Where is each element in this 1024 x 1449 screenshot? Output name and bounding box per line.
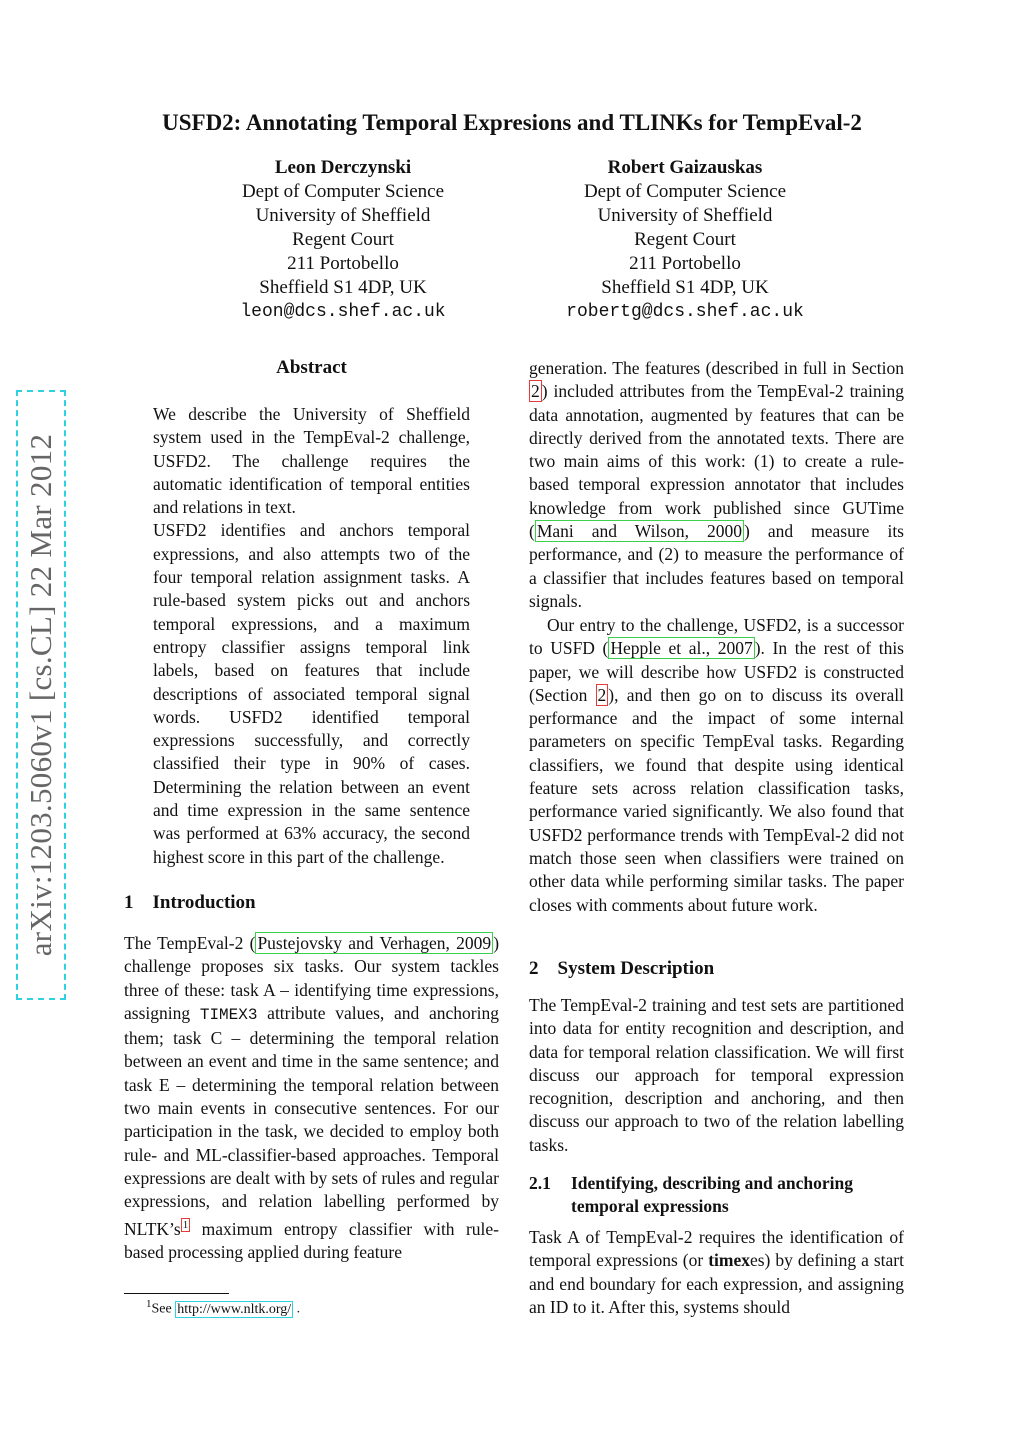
body-text: es) by defining a start and end boundary for each expression, and assigning an ID to it. After this, systems should <box>529 1250 904 1317</box>
footnote-rule <box>124 1293 229 1294</box>
intro-text: maximum entropy classifier with rule-based processing applied during feature <box>124 1218 499 1262</box>
section-title: System Description <box>557 958 715 979</box>
body-text: generation. The features (described in full in Section <box>529 358 904 378</box>
author-univ: University of Sheffield <box>597 205 773 226</box>
abstract-body <box>153 403 470 869</box>
subsection-title: Identifying, describing and anchoring temporal expressions <box>571 1173 853 1217</box>
intro-text: attribute values, and anchoring them; task C – determining the temporal relation between an event and time in the same sentence; and task E – determining the temporal relation between two main events in consecutive sentences. For our participation in the task, we decided to employ both rule- and ML-classifier-based approaches. Temporal expressions are dealt with by sets of rules and regular expressions, and relation labelling performed by NLTK’s <box>124 1002 499 1239</box>
author-block-2 <box>540 156 830 324</box>
citation-link[interactable]: Pustejovsky and Verhagen, 2009 <box>257 933 492 953</box>
body-text: ) included attributes from the TempEval-2 training data annotation, augmented by features that can be directly derived from the annotated texts. There are two main aims of this work: (1) to create a rule-based temporal expression annotator that includes knowledge from work published since GUTime ( <box>529 381 904 542</box>
subsection-2-1-heading <box>529 1172 904 1219</box>
author-email[interactable]: robertg@dcs.shef.ac.uk <box>566 302 804 322</box>
footnote-number: 1 <box>146 1298 152 1310</box>
author-addr1: Regent Court <box>292 229 394 250</box>
abstract-paragraph-2: USFD2 identifies and anchors temporal expressions, and also attempts two of the four temporal relation assignment tasks. A rule-based system picks out and anchors temporal expressions, and a maximum entropy classifier assigns temporal link labels, based on features that include descriptions of associated temporal signal words. USFD2 identified temporal expressions successfully, and correctly classified their type in 90% of cases. Determining the relation between an event and time expression in the same sentence was performed at 63% accuracy, the second highest score in this part of the challenge. <box>153 520 470 867</box>
subsection-2-1-paragraph <box>529 1226 904 1319</box>
body-text: Our entry to the challenge, USFD2, is a successor to USFD ( <box>529 615 904 659</box>
abstract-paragraph-1: We describe the University of Sheffield system used in the TempEval-2 challenge, USFD2. The challenge requires the automatic identification of temporal entities and relations in text. <box>153 404 470 518</box>
author-univ: University of Sheffield <box>255 205 431 226</box>
author-dept: Dept of Computer Science <box>241 181 445 202</box>
author-block-1 <box>213 156 473 324</box>
section-title: Introduction <box>152 892 256 913</box>
author-addr2: 211 Portobello <box>629 253 741 274</box>
author-addr2: 211 Portobello <box>287 253 399 274</box>
timex-term: timex <box>708 1250 750 1271</box>
section-2-heading <box>529 958 714 980</box>
intro-text: ) challenge proposes six tasks. Our system tackles three of these: task A – identifying time expressions, assigning <box>124 933 500 1023</box>
body-text: ), and then go on to discuss its overall performance and the impact of some internal parameters on specific TempEval tasks. Regarding classifiers, we found that despite using identical feature sets across relation classification tasks, performance varied significantly. We also found that USFD2 performance trends with TempEval-2 did not match those seen when classifiers were trained on other data while performing similar tasks. The paper closes with comments about future work. <box>529 684 904 915</box>
body-text: ). In the rest of this paper, we will describe how USFD2 is constructed (Section <box>529 638 904 705</box>
section-ref-link[interactable]: 2 <box>531 381 540 402</box>
author-city: Sheffield S1 4DP, UK <box>601 277 769 298</box>
arxiv-stamp[interactable]: arXiv:1203.5060v1 [cs.CL] 22 Mar 2012 <box>16 390 66 1000</box>
abstract-heading: Abstract <box>276 357 347 378</box>
section-number: 2 <box>529 958 539 979</box>
body-text: ) and measure its performance, and (2) to measure the performance of a classifier that includes features based on temporal signals. <box>529 521 904 611</box>
footnote-text: See <box>151 1301 176 1317</box>
paper-title: USFD2: Annotating Temporal Expresions and TLINKs for TempEval-2 <box>162 110 862 135</box>
author-name: Leon Derczynski <box>274 157 412 178</box>
footnote-marker[interactable]: 1 <box>182 1218 189 1231</box>
section-number: 1 <box>124 892 134 913</box>
right-paragraph-2 <box>529 614 904 917</box>
author-dept: Dept of Computer Science <box>583 181 787 202</box>
footnote <box>146 1298 300 1318</box>
timex3-code: TIMEX3 <box>199 1005 258 1024</box>
author-addr1: Regent Court <box>634 229 736 250</box>
subsection-number: 2.1 <box>529 1173 551 1193</box>
citation-link[interactable]: Mani and Wilson, 2000 <box>536 521 742 542</box>
intro-paragraph <box>124 932 499 1264</box>
author-name: Robert Gaizauskas <box>607 157 763 178</box>
author-city: Sheffield S1 4DP, UK <box>259 277 427 298</box>
section-ref-link[interactable]: 2 <box>597 684 607 705</box>
footnote-end: . <box>293 1301 301 1317</box>
citation-link[interactable]: Hepple et al., 2007 <box>610 638 753 659</box>
footnote-url[interactable]: http://www.nltk.org/ <box>177 1301 292 1317</box>
intro-text: The TempEval-2 ( <box>124 933 256 953</box>
body-text: Task A of TempEval-2 requires the identification of temporal expressions (or <box>529 1227 904 1271</box>
right-paragraph-1 <box>529 357 904 613</box>
section-2-paragraph: The TempEval-2 training and test sets are partitioned into data for entity recognition and description, and data for temporal relation classification. We will first discuss our approach for temporal expression recognition, description and anchoring, and then discuss our approach to two of the relation labelling tasks. <box>529 995 904 1155</box>
author-email[interactable]: leon@dcs.shef.ac.uk <box>240 302 446 322</box>
section-1-heading <box>124 892 256 914</box>
